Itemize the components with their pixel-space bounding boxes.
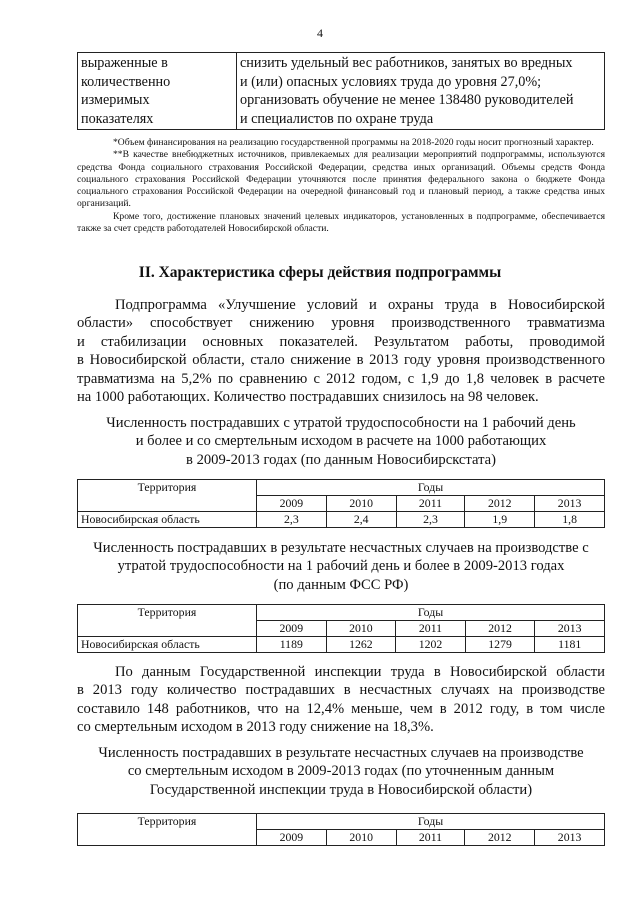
table-cell-right [237, 53, 605, 130]
title-line: утратой трудоспособности на 1 рабочий день и более в 2009-2013 годах [117, 558, 565, 575]
table-header-row [78, 480, 605, 496]
row-label: Новосибирская область [78, 637, 257, 653]
column-header-years: Годы [257, 480, 605, 496]
column-header-years: Годы [257, 814, 605, 830]
year-cell: 2013 [535, 830, 605, 846]
title-line: (по данным ФСС РФ) [273, 576, 409, 593]
table-cell-left [78, 53, 237, 130]
year-cell: 2011 [396, 621, 466, 637]
year-cell: 2011 [396, 496, 465, 512]
value-cell: 1,9 [465, 512, 535, 528]
title-line: со смертельным исходом в 2009-2013 годах (по уточненным данным [127, 763, 555, 780]
title-line: и более и со смертельным исходом в расчете на 1000 работающих [135, 433, 547, 450]
footnote: *Объем финансирования на реализацию государственной программы на 2018-2020 годы носит прогнозный характер. [113, 137, 594, 148]
column-header-territory: Территория [78, 814, 257, 846]
continued-table [77, 52, 605, 130]
paragraph-1 [77, 296, 605, 406]
cell-line: количественно [81, 73, 171, 90]
column-header-territory: Территория [78, 480, 257, 512]
value-cell: 1181 [535, 637, 605, 653]
value-cell: 2,3 [396, 512, 465, 528]
value-cell: 2,3 [257, 512, 327, 528]
year-cell: 2011 [396, 830, 465, 846]
paragraph-line: со смертельным исходом в 2013 году снижение на 18,3%. [77, 719, 434, 736]
paragraph-2 [77, 663, 605, 737]
paragraph-line: травматизма на 5,2% по сравнению с 2012 годом, с 1,9 до 1,8 человек в расчете [77, 370, 605, 387]
cell-line: показателях [81, 110, 154, 127]
footnotes [77, 137, 605, 235]
column-header-territory: Территория [78, 605, 257, 637]
paragraph-line: на 1000 работающих. Количество пострадавших снизилось на 98 человек. [77, 389, 539, 406]
paragraph-line: Подпрограмма «Улучшение условий и охраны труда в Новосибирской [115, 297, 605, 313]
table3-title [60, 744, 622, 799]
title-line: Государственной инспекции труда в Новосибирской области) [149, 781, 533, 798]
table-header-row [78, 814, 605, 830]
value-cell: 1202 [396, 637, 466, 653]
cell-line: и специалистов по охране труда [240, 110, 434, 127]
cell-line: выраженные в [81, 55, 168, 71]
table-row [78, 53, 605, 130]
row-label: Новосибирская область [78, 512, 257, 528]
year-cell: 2012 [465, 830, 535, 846]
table-header-row [78, 605, 605, 621]
table1 [77, 479, 605, 528]
year-cell: 2009 [257, 830, 327, 846]
year-cell: 2010 [326, 496, 396, 512]
paragraph-line: По данным Государственной инспекции труда в Новосибирской области [115, 664, 605, 680]
year-cell: 2010 [326, 621, 396, 637]
year-cell: 2009 [257, 496, 327, 512]
table1-title [60, 414, 622, 469]
year-cell: 2009 [257, 621, 327, 637]
title-line: в 2009-2013 годах (по данным Новосибирскстата) [186, 451, 496, 468]
cell-line: измеримых [81, 92, 150, 108]
year-cell: 2013 [535, 621, 605, 637]
paragraph-line: и стабилизации основных показателей. Результатом работы, проводимой [77, 333, 605, 350]
table-row [78, 637, 605, 653]
paragraph-line: в 2013 году количество пострадавших в несчастных случаях на производстве [77, 682, 605, 699]
section-heading: II. Характеристика сферы действия подпрограммы [138, 264, 502, 281]
page-number: 4 [317, 26, 323, 40]
title-line: Численность пострадавших в результате несчастных случаев на производстве с [93, 540, 589, 556]
footnote: **В качестве внебюджетных источников, привлекаемых для реализации мероприятий подпрограммы, используются средства Фонда социального страхования Российской Федерации, средства иных организаций. Объемы средств Фонда социального страхования Российской Федерации уточняются после принятия федерального закона о бюджете Фонда социального страхования Российской Федерации на очередной финансовый год и плановый период, а также средства иных организаций. [77, 149, 605, 210]
table2-title [60, 539, 622, 594]
paragraph-line: составило 148 работников, что на 12,4% меньше, чем в 2012 году, в том числе [77, 700, 605, 717]
cell-line: и (или) опасных условиях труда до уровня 27,0%; [240, 73, 542, 90]
value-cell: 1,8 [535, 512, 605, 528]
cell-line: организовать обучение не менее 138480 руководителей [240, 92, 574, 108]
title-line: Численность пострадавших в результате несчастных случаев на производстве [98, 745, 584, 761]
value-cell: 2,4 [326, 512, 396, 528]
cell-line: снизить удельный вес работников, занятых во вредных [240, 55, 573, 71]
paragraph-line: области» способствует снижению уровня производственного травматизма [77, 315, 605, 332]
column-header-years: Годы [257, 605, 605, 621]
value-cell: 1189 [257, 637, 327, 653]
footnote: Кроме того, достижение плановых значений целевых индикаторов, установленных в подпрограмме, обеспечивается также за счет средств работодателей Новосибирской области. [77, 210, 605, 235]
year-cell: 2012 [465, 496, 535, 512]
title-line: Численность пострадавших с утратой трудоспособности на 1 рабочий день [106, 415, 576, 431]
table3 [77, 813, 605, 846]
table2 [77, 604, 605, 653]
value-cell: 1262 [326, 637, 396, 653]
table-row [78, 512, 605, 528]
paragraph-line: в Новосибирской области, стало снижение в 2013 году уровня производственного [77, 352, 605, 369]
year-cell: 2012 [465, 621, 535, 637]
year-cell: 2010 [326, 830, 396, 846]
value-cell: 1279 [465, 637, 535, 653]
year-cell: 2013 [535, 496, 605, 512]
